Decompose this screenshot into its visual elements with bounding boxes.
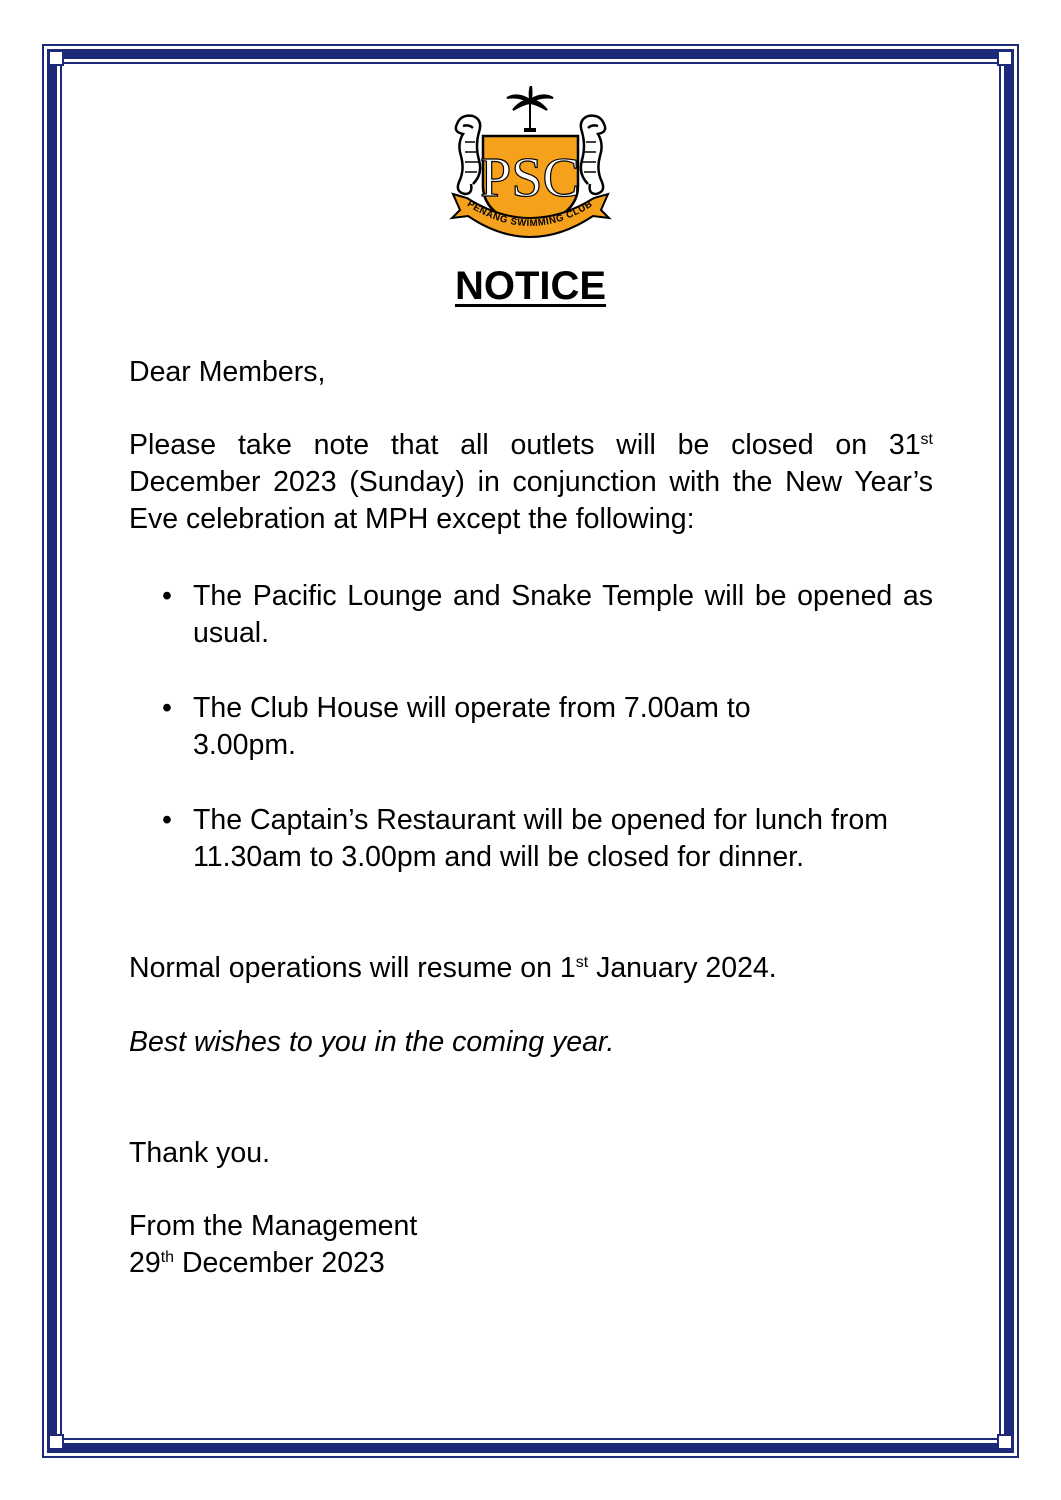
bullet-icon: • <box>162 580 172 612</box>
club-logo <box>443 86 618 246</box>
signoff-date-sup: th <box>160 1249 175 1266</box>
intro-sup: st <box>920 431 933 448</box>
bullet-text: The Club House will operate from 7.00am to 3.00pm. <box>193 692 751 761</box>
signoff-date-day: 29 <box>129 1247 161 1279</box>
intro-text-part1: Please take note that all outlets will be closed on 31 <box>129 429 921 461</box>
border-corner-top-right <box>997 50 1013 66</box>
intro-text-part2: December 2023 (Sunday) in conjunction with the New Year’s Eve celebration at MPH except the following: <box>129 466 933 535</box>
border-corner-bottom-right <box>997 1434 1013 1450</box>
seahorse-left-icon <box>456 116 480 194</box>
intro-paragraph <box>129 427 933 538</box>
thanks-text: Thank you. <box>129 1137 270 1169</box>
resume-paragraph <box>129 950 933 987</box>
border-corner-top-left <box>48 50 64 66</box>
palm-tree-icon <box>507 86 553 132</box>
signoff-date-rest: December 2023 <box>174 1247 385 1279</box>
resume-text-part2: January 2024. <box>588 952 777 984</box>
bullet-icon: • <box>162 692 172 724</box>
signoff-date <box>129 1245 933 1282</box>
wishes-text: Best wishes to you in the coming year. <box>129 1026 615 1058</box>
logo-ribbon-text: PENANG SWIMMING CLUB <box>465 198 595 230</box>
resume-text-part1: Normal operations will resume on 1 <box>129 952 576 984</box>
logo-monogram: PSC <box>480 147 580 209</box>
bullet-icon: • <box>162 804 172 836</box>
bullet-text: The Captain’s Restaurant will be opened for lunch from 11.30am to 3.00pm and will be closed for dinner. <box>193 804 888 873</box>
border-corner-bottom-left <box>48 1434 64 1450</box>
seahorse-right-icon <box>581 116 605 194</box>
notice-title: NOTICE <box>454 264 607 308</box>
bullet-text: The Pacific Lounge and Snake Temple will be opened as usual. <box>193 580 933 649</box>
salutation: Dear Members, <box>129 356 326 388</box>
signoff-from: From the Management <box>129 1210 418 1242</box>
resume-sup: st <box>575 954 589 971</box>
